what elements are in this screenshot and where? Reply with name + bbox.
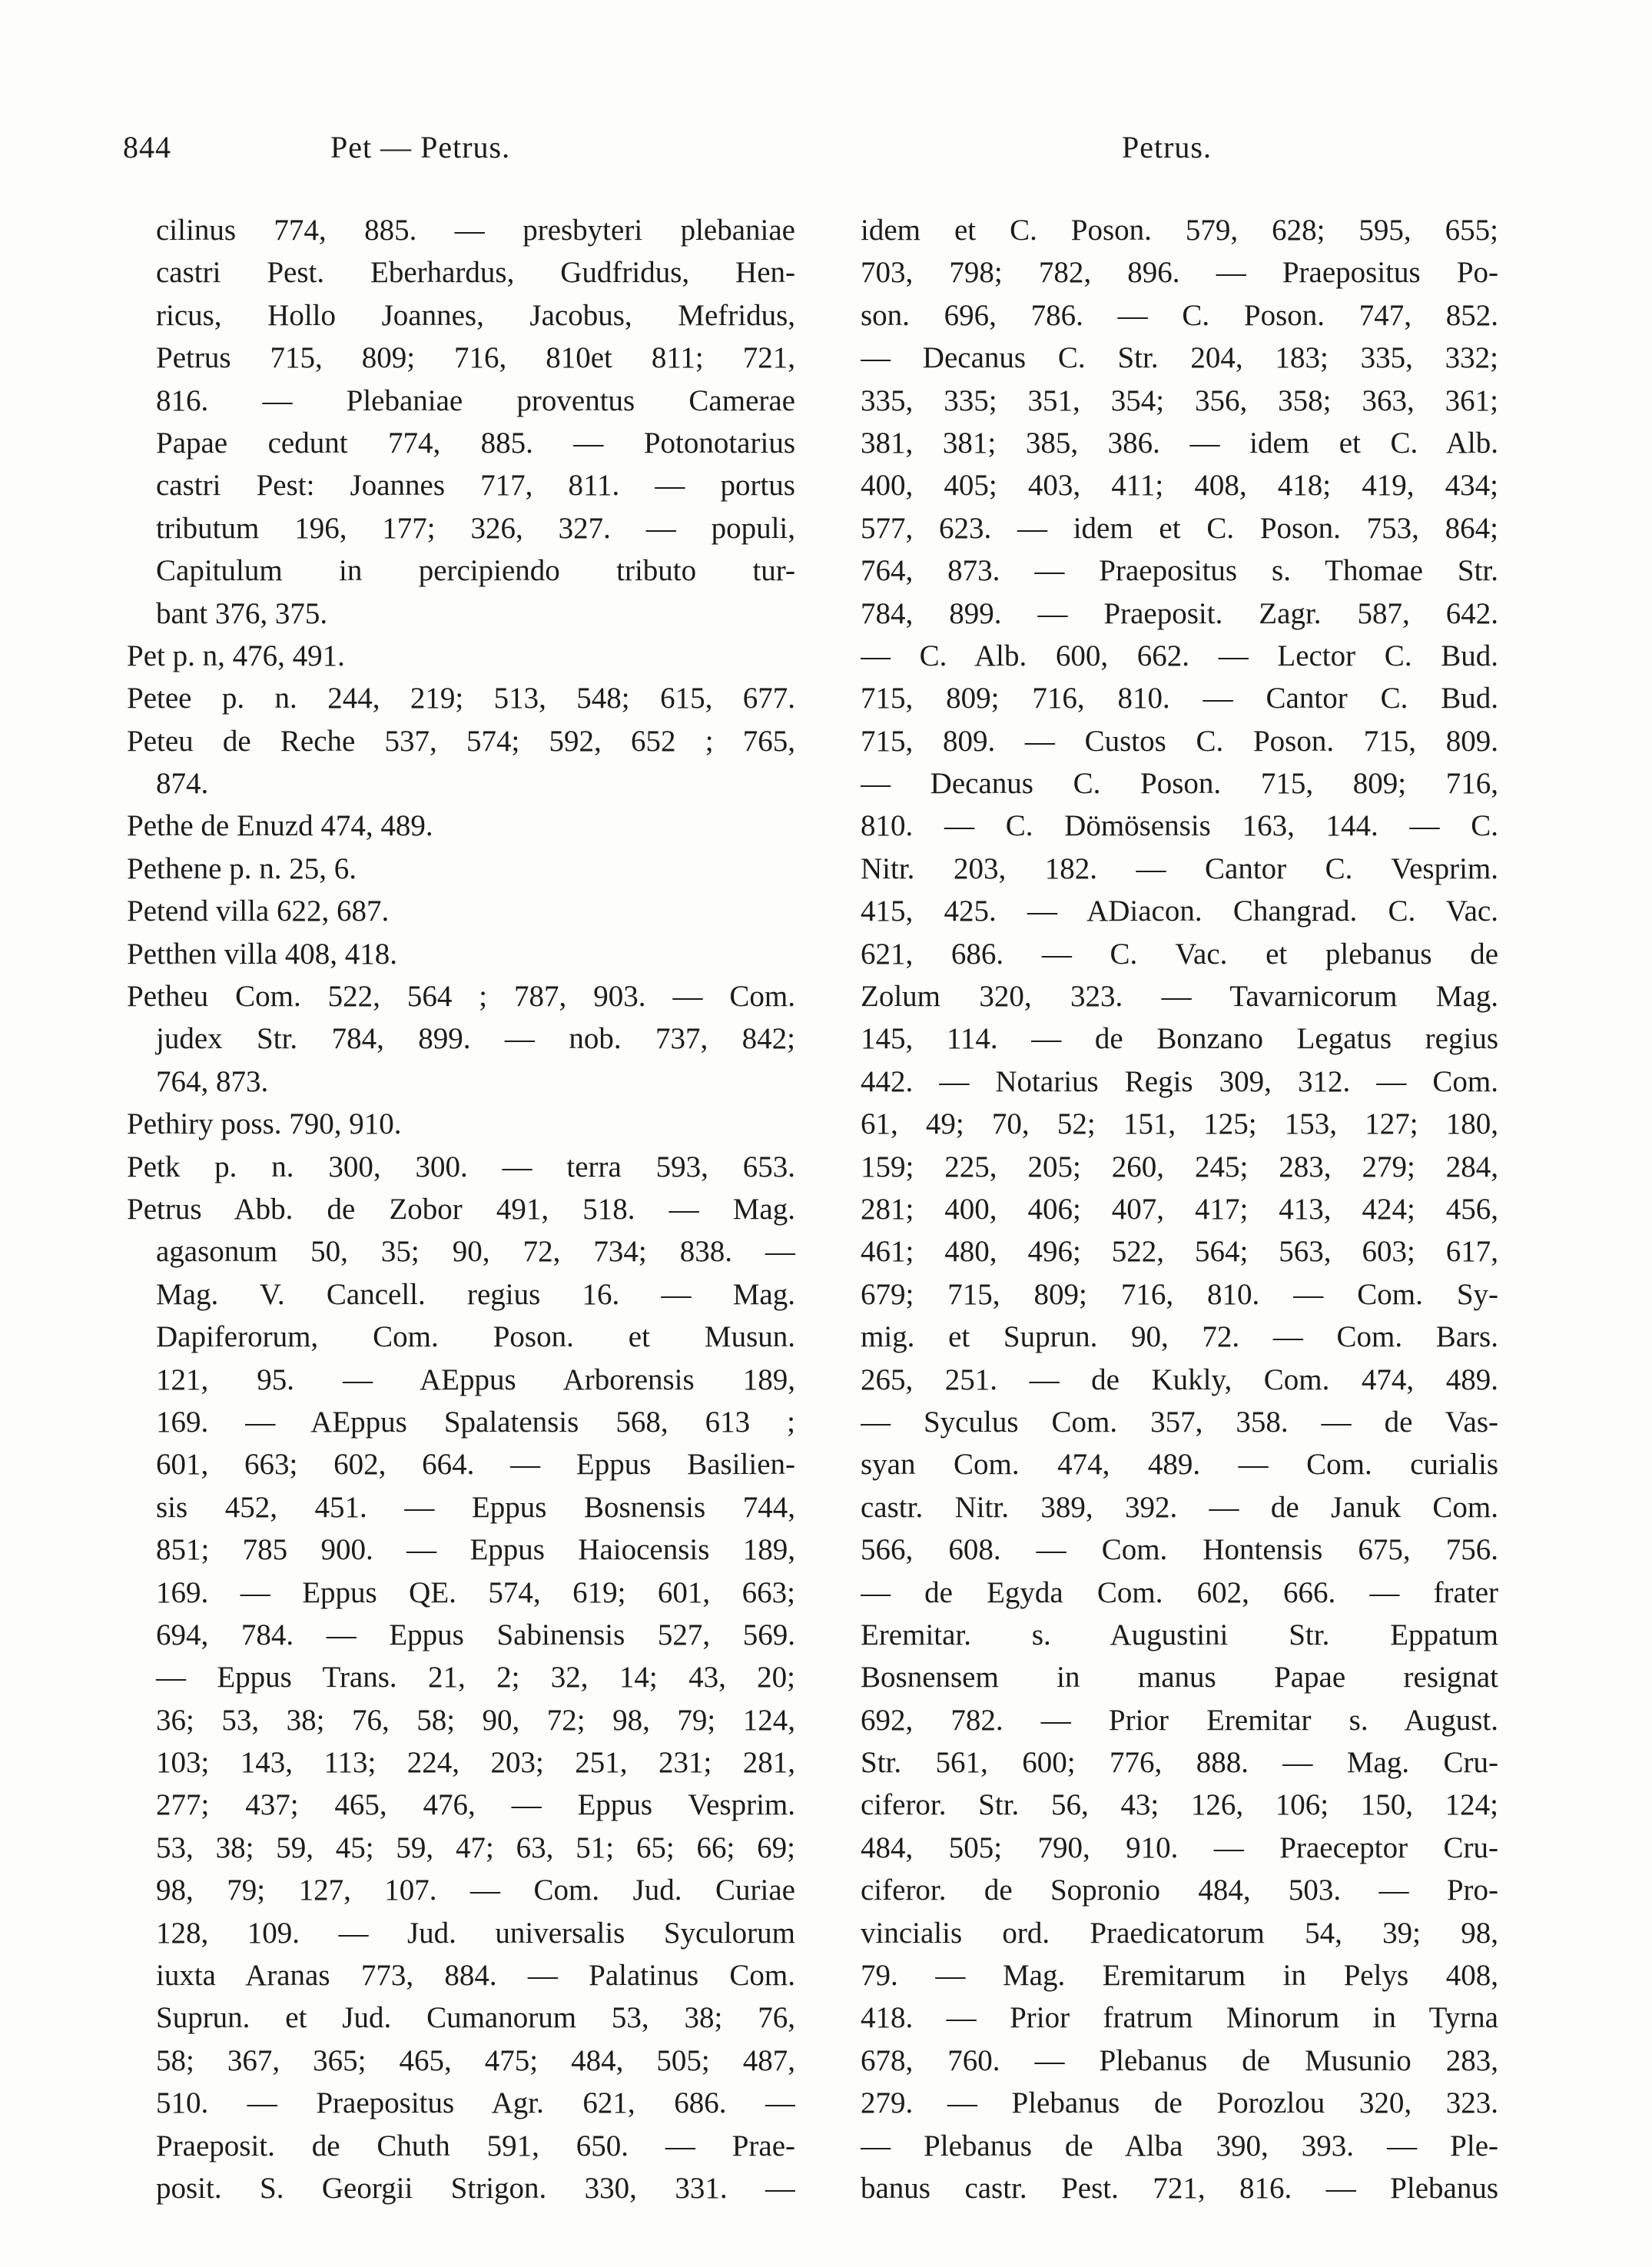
index-line: Nitr. 203, 182. — Cantor C. Vesprim. [861, 851, 1498, 885]
index-line: 810. — C. Dömösensis 163, 144. — C. [861, 809, 1498, 843]
index-line: 715, 809; 716, 810. — Cantor C. Bud. [861, 682, 1498, 715]
index-line: agasonum 50, 35; 90, 72, 734; 838. — [156, 1235, 795, 1269]
running-title-left: Pet — Petrus. [330, 130, 511, 164]
index-line: Praeposit. de Chuth 591, 650. — Prae- [156, 2129, 795, 2162]
index-line: Zolum 320, 323. — Tavarnicorum Mag. [861, 980, 1498, 1014]
index-line: 400, 405; 403, 411; 408, 418; 419, 434; [861, 469, 1498, 503]
index-line: 58; 367, 365; 465, 475; 484, 505; 487, [156, 2043, 795, 2077]
index-line: 98, 79; 127, 107. — Com. Jud. Curiae [156, 1874, 795, 1907]
index-line: Str. 561, 600; 776, 888. — Mag. Cru- [861, 1746, 1498, 1780]
index-line: Petrus 715, 809; 716, 810et 811; 721, [156, 341, 795, 375]
index-line: — Syculus Com. 357, 358. — de Vas- [861, 1405, 1498, 1439]
index-line: 601, 663; 602, 664. — Eppus Basilien- [156, 1448, 795, 1482]
index-line: Pet p. n, 476, 491. [127, 639, 345, 672]
index-line: 442. — Notarius Regis 309, 312. — Com. [861, 1064, 1498, 1098]
index-line: 279. — Plebanus de Porozlou 320, 323. [861, 2086, 1498, 2120]
index-line: 335, 335; 351, 354; 356, 358; 363, 361; [861, 383, 1498, 417]
index-line: 679; 715, 809; 716, 810. — Com. Sy- [861, 1277, 1498, 1311]
index-line: 715, 809. — Custos C. Poson. 715, 809. [861, 724, 1498, 758]
index-column-left [127, 209, 795, 2209]
index-line: Petee p. n. 244, 219; 513, 548; 615, 677. [127, 682, 795, 715]
index-line: tributum 196, 177; 326, 327. — populi, [156, 511, 795, 545]
index-line: 816. — Plebaniae proventus Camerae [156, 383, 795, 417]
index-line: 265, 251. — de Kukly, Com. 474, 489. [861, 1363, 1498, 1396]
index-line: 703, 798; 782, 896. — Praepositus Po- [861, 256, 1498, 290]
index-line: 169. — Eppus QE. 574, 619; 601, 663; [156, 1575, 795, 1609]
index-line: 103; 143, 113; 224, 203; 251, 231; 281, [156, 1746, 795, 1780]
page-header [123, 129, 1506, 175]
index-line: 61, 49; 70, 52; 151, 125; 153, 127; 180, [861, 1107, 1498, 1141]
index-line: iuxta Aranas 773, 884. — Palatinus Com. [156, 1959, 795, 1993]
index-line: mig. et Suprun. 90, 72. — Com. Bars. [861, 1320, 1498, 1354]
index-line: banus castr. Pest. 721, 816. — Plebanus [861, 2171, 1498, 2205]
index-line: Eremitar. s. Augustini Str. Eppatum [861, 1618, 1498, 1651]
index-line: 694, 784. — Eppus Sabinensis 527, 569. [156, 1618, 795, 1651]
index-line: idem et C. Poson. 579, 628; 595, 655; [861, 214, 1498, 247]
index-line: Dapiferorum, Com. Poson. et Musun. [156, 1320, 795, 1354]
index-line: ricus, Hollo Joannes, Jacobus, Mefridus, [156, 298, 795, 332]
index-line: Petend villa 622, 687. [127, 895, 390, 928]
index-line: — de Egyda Com. 602, 666. — frater [861, 1575, 1498, 1609]
index-line: 53, 38; 59, 45; 59, 47; 63, 51; 65; 66; 69; [156, 1831, 795, 1864]
index-line: Mag. V. Cancell. regius 16. — Mag. [156, 1277, 795, 1311]
index-line: Peteu de Reche 537, 574; 592, 652 ; 765, [127, 724, 795, 758]
index-line: syan Com. 474, 489. — Com. curialis [861, 1448, 1498, 1482]
index-line: — C. Alb. 600, 662. — Lector C. Bud. [861, 639, 1498, 672]
index-line: 566, 608. — Com. Hontensis 675, 756. [861, 1533, 1498, 1567]
index-line: 510. — Praepositus Agr. 621, 686. — [156, 2086, 795, 2120]
index-line: 784, 899. — Praeposit. Zagr. 587, 642. [861, 596, 1498, 630]
index-line: 484, 505; 790, 910. — Praeceptor Cru- [861, 1831, 1498, 1864]
index-line: 145, 114. — de Bonzano Legatus regius [861, 1022, 1498, 1056]
index-line: 121, 95. — AEppus Arborensis 189, [156, 1363, 795, 1396]
index-line: 281; 400, 406; 407, 417; 413, 424; 456, [861, 1192, 1498, 1226]
index-line: castr. Nitr. 389, 392. — de Januk Com. [861, 1490, 1498, 1524]
index-line: 692, 782. — Prior Eremitar s. August. [861, 1703, 1498, 1737]
index-line: Suprun. et Jud. Cumanorum 53, 38; 76, [156, 2001, 795, 2035]
index-line: Capitulum in percipiendo tributo tur- [156, 554, 795, 588]
index-line: Pethe de Enuzd 474, 489. [127, 809, 433, 843]
page-number: 844 [123, 130, 171, 164]
index-line: sis 452, 451. — Eppus Bosnensis 744, [156, 1490, 795, 1524]
index-line: Papae cedunt 774, 885. — Potonotarius [156, 426, 795, 460]
index-line: Petk p. n. 300, 300. — terra 593, 653. [127, 1150, 795, 1183]
index-line: — Decanus C. Str. 204, 183; 335, 332; [861, 341, 1498, 375]
index-line: Petthen villa 408, 418. [127, 937, 398, 971]
index-line: 36; 53, 38; 76, 58; 90, 72; 98, 79; 124, [156, 1703, 795, 1737]
index-column-right [861, 209, 1498, 2209]
index-line: castri Pest. Eberhardus, Gudfridus, Hen- [156, 256, 795, 290]
index-line: Pethene p. n. 25, 6. [127, 851, 357, 885]
index-line: 764, 873. — Praepositus s. Thomae Str. [861, 554, 1498, 588]
index-line: 678, 760. — Plebanus de Musunio 283, [861, 2043, 1498, 2077]
index-line: 381, 381; 385, 386. — idem et C. Alb. [861, 426, 1498, 460]
index-line: castri Pest: Joannes 717, 811. — portus [156, 469, 795, 503]
running-title-right: Petrus. [1122, 130, 1212, 164]
index-line: — Decanus C. Poson. 715, 809; 716, [861, 767, 1498, 801]
index-line: ciferor. Str. 56, 43; 126, 106; 150, 124; [861, 1788, 1498, 1822]
index-line: 418. — Prior fratrum Minorum in Tyrna [861, 2001, 1498, 2035]
index-line: 169. — AEppus Spalatensis 568, 613 ; [156, 1405, 795, 1439]
index-line: 621, 686. — C. Vac. et plebanus de [861, 937, 1498, 971]
index-line: Bosnensem in manus Papae resignat [861, 1661, 1498, 1694]
index-line: 461; 480, 496; 522, 564; 563, 603; 617, [861, 1235, 1498, 1269]
index-line: 415, 425. — ADiacon. Changrad. C. Vac. [861, 895, 1498, 928]
index-line: 79. — Mag. Eremitarum in Pelys 408, [861, 1959, 1498, 1993]
index-line: judex Str. 784, 899. — nob. 737, 842; [156, 1022, 795, 1056]
index-line: Petrus Abb. de Zobor 491, 518. — Mag. [127, 1192, 795, 1226]
index-line: — Eppus Trans. 21, 2; 32, 14; 43, 20; [156, 1661, 795, 1694]
index-line: vincialis ord. Praedicatorum 54, 39; 98, [861, 1916, 1498, 1950]
index-line: posit. S. Georgii Strigon. 330, 331. — [156, 2171, 795, 2205]
index-line: 874. [156, 767, 209, 801]
index-line: ciferor. de Sopronio 484, 503. — Pro- [861, 1874, 1498, 1907]
index-line: 764, 873. [156, 1064, 269, 1098]
index-line: 577, 623. — idem et C. Poson. 753, 864; [861, 511, 1498, 545]
index-line: 851; 785 900. — Eppus Haiocensis 189, [156, 1533, 795, 1567]
index-line: — Plebanus de Alba 390, 393. — Ple- [861, 2129, 1498, 2162]
index-line: bant 376, 375. [156, 596, 328, 630]
index-line: cilinus 774, 885. — presbyteri plebaniae [156, 214, 795, 247]
index-line: 128, 109. — Jud. universalis Syculorum [156, 1916, 795, 1950]
index-line: 277; 437; 465, 476, — Eppus Vesprim. [156, 1788, 795, 1822]
index-line: 159; 225, 205; 260, 245; 283, 279; 284, [861, 1150, 1498, 1183]
index-line: Pethiry poss. 790, 910. [127, 1107, 402, 1141]
index-line: son. 696, 786. — C. Poson. 747, 852. [861, 298, 1498, 332]
index-line: Petheu Com. 522, 564 ; 787, 903. — Com. [127, 980, 795, 1014]
